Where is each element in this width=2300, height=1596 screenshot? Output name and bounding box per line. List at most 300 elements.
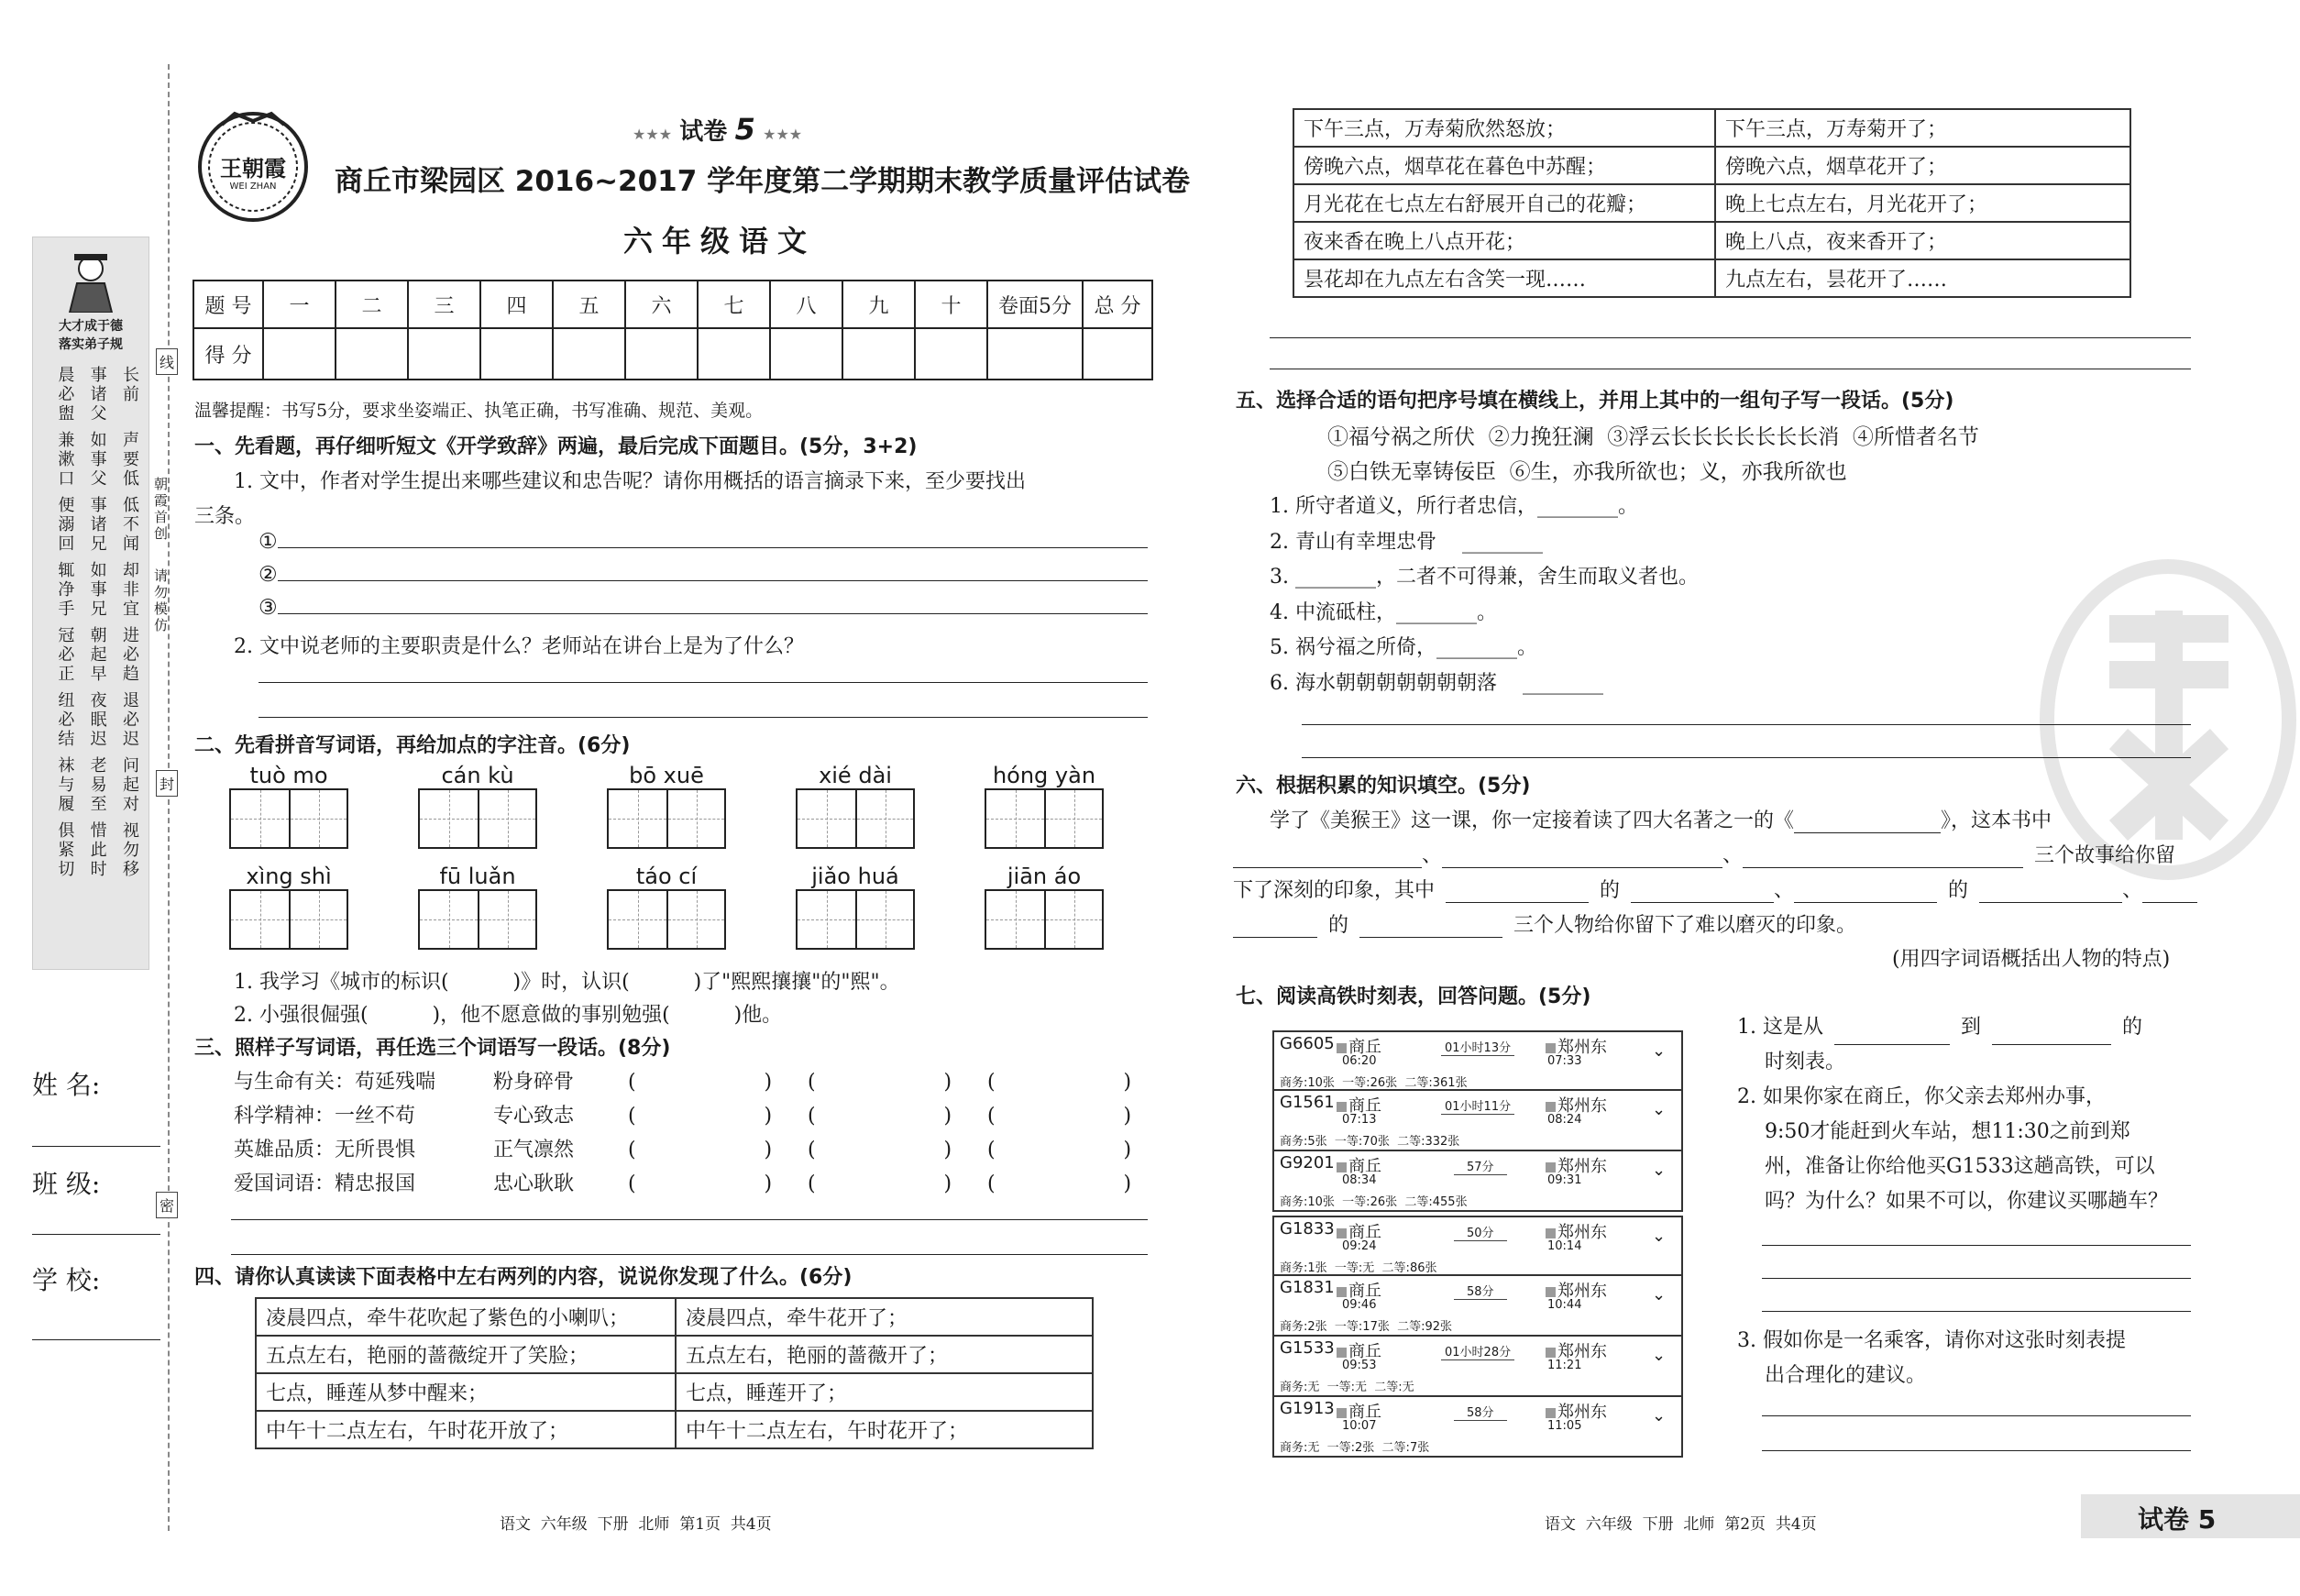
exam-title: 商丘市梁园区 2016~2017 学年度第二学期期末教学质量评估试卷 bbox=[335, 165, 1191, 198]
blank-name-2[interactable] bbox=[1979, 881, 2122, 903]
table-row bbox=[256, 1373, 1093, 1411]
train-row[interactable] bbox=[1272, 1030, 1683, 1091]
train-arr: 11:05 bbox=[1547, 1419, 1582, 1433]
motto-col: 辄净手 bbox=[55, 561, 75, 619]
q4-title: 四、请你认真读读下面表格中左右两列的内容，说说你发现了什么。(6分) bbox=[194, 1266, 853, 1289]
blank-from[interactable] bbox=[1834, 1021, 1950, 1045]
pinyin: jiān áo bbox=[1007, 864, 1082, 889]
table-cell: 月光花在七点左右舒展开自己的花瓣； bbox=[1293, 184, 1715, 222]
blank-name-3[interactable] bbox=[1359, 916, 1502, 938]
station-from: 商丘 bbox=[1348, 1342, 1381, 1361]
chevron-down-icon[interactable]: ⌄ bbox=[1652, 1100, 1667, 1119]
answer-line[interactable] bbox=[231, 1219, 1148, 1220]
blank-trait-1[interactable] bbox=[1446, 881, 1589, 903]
station-from: 商丘 bbox=[1348, 1223, 1381, 1242]
train-arr: 10:44 bbox=[1547, 1298, 1582, 1312]
table-row bbox=[1293, 222, 2130, 259]
badge-number: 5 bbox=[734, 112, 755, 147]
pinyin-item bbox=[985, 864, 1104, 950]
table-cell: 中午十二点左右，午时花开放了； bbox=[256, 1411, 676, 1448]
table-cell: 五点左右，艳丽的蔷薇开了； bbox=[676, 1336, 1093, 1373]
motto-col: 事诸父 bbox=[87, 366, 107, 424]
score-cell[interactable] bbox=[480, 328, 553, 380]
train-code: G9201 bbox=[1280, 1153, 1335, 1172]
start-icon bbox=[1337, 1162, 1347, 1172]
answer-line[interactable] bbox=[231, 1254, 1148, 1255]
score-cell[interactable] bbox=[553, 328, 625, 380]
writing-grid[interactable] bbox=[418, 788, 537, 849]
train-row[interactable] bbox=[1272, 1216, 1683, 1276]
q5-items bbox=[1270, 490, 1699, 701]
pinyin: xié dài bbox=[819, 763, 892, 788]
train-seats: 商务:10张 一等:26张 二等:361张 bbox=[1280, 1076, 1468, 1090]
writing-grid[interactable] bbox=[796, 788, 915, 849]
table-row bbox=[256, 1411, 1093, 1448]
table-row bbox=[256, 1298, 1093, 1336]
seal-mark-2: 封 bbox=[156, 770, 178, 797]
q3-blank[interactable]: ( ) bbox=[808, 1139, 952, 1161]
train-dep: 06:20 bbox=[1342, 1054, 1377, 1068]
station-to: 郑州东 bbox=[1557, 1038, 1607, 1057]
q3-blank[interactable]: ( ) bbox=[628, 1071, 773, 1094]
badge-label: 试卷 bbox=[679, 118, 728, 146]
score-cell[interactable] bbox=[915, 328, 987, 380]
q3-blank[interactable]: ( ) bbox=[987, 1071, 1132, 1094]
table-cell: 夜来香在晚上八点开花； bbox=[1293, 222, 1715, 259]
station-to: 郑州东 bbox=[1557, 1157, 1607, 1176]
pinyin: táo cí bbox=[635, 864, 698, 889]
q3-blank[interactable]: ( ) bbox=[987, 1105, 1132, 1128]
table-row bbox=[1293, 147, 2130, 184]
q2-sentence-2: 2. 小强很倔强( )，他不愿意做的事别勉强( )他。 bbox=[234, 1004, 783, 1027]
q5-item[interactable]: 1. 所守者道义，所行者忠信，________。 bbox=[1270, 495, 1638, 518]
q6-text: 三个人物给你留下了难以磨灭的印象。 bbox=[1513, 914, 1857, 937]
score-head-cell: 五 bbox=[553, 281, 625, 328]
q3-blank[interactable]: ( ) bbox=[987, 1139, 1132, 1161]
school-field bbox=[32, 1260, 160, 1340]
flower-table-continued bbox=[1293, 108, 2131, 298]
q7-text: 3. 假如你是一名乘客，请你对这张时刻表提 bbox=[1737, 1329, 2126, 1352]
table-cell: 五点左右，艳丽的蔷薇绽开了笑脸； bbox=[256, 1336, 676, 1373]
answer-line[interactable] bbox=[1762, 1415, 2191, 1416]
q3-category: 爱国词语：精忠报国 bbox=[234, 1172, 416, 1195]
q3-blank[interactable]: ( ) bbox=[808, 1105, 952, 1128]
name-field bbox=[32, 1065, 160, 1147]
score-cell[interactable] bbox=[625, 328, 698, 380]
class-input-line[interactable] bbox=[32, 1234, 160, 1235]
pinyin-row-1 bbox=[229, 763, 1146, 849]
table-cell: 傍晚六点，烟草花开了； bbox=[1715, 147, 2130, 184]
score-cell[interactable] bbox=[336, 328, 408, 380]
answer-line[interactable] bbox=[259, 682, 1148, 683]
station-from: 商丘 bbox=[1348, 1157, 1381, 1176]
train-row[interactable] bbox=[1272, 1151, 1683, 1212]
train-arr: 07:33 bbox=[1547, 1054, 1582, 1068]
start-icon bbox=[1337, 1043, 1347, 1053]
q7-text: 1. 这是从 bbox=[1737, 1016, 1823, 1039]
score-head-cell: 题 号 bbox=[193, 281, 263, 328]
answer-line[interactable] bbox=[1302, 724, 2191, 725]
motto-columns bbox=[33, 366, 149, 879]
answer-line[interactable] bbox=[278, 596, 1148, 614]
q6-line-4 bbox=[1233, 909, 1856, 938]
blank-trait-2[interactable] bbox=[1794, 881, 1937, 903]
q5-options-2: ⑤白铁无辜铸佞臣 ⑥生，亦我所欲也；义，亦我所欲也 bbox=[1327, 460, 1847, 484]
train-seats: 商务:10张 一等:26张 二等:455张 bbox=[1280, 1195, 1468, 1209]
answer-line[interactable] bbox=[1270, 337, 2191, 338]
motto-col: 俱紧切 bbox=[55, 821, 75, 879]
q1-part1-text-a: 1. 文中，作者对学生提出来哪些建议和忠告呢？请你用概括的语言摘录下来，至少要找出 bbox=[234, 470, 1026, 493]
q3-category: 英雄品质：无所畏惧 bbox=[234, 1139, 416, 1161]
chevron-down-icon[interactable]: ⌄ bbox=[1652, 1161, 1667, 1180]
motto-col: 长前 bbox=[119, 366, 139, 404]
q6-text: 三个故事给你留 bbox=[2034, 844, 2176, 867]
score-head-cell: 十 bbox=[915, 281, 987, 328]
station-from: 商丘 bbox=[1348, 1282, 1381, 1301]
q3-row bbox=[234, 1133, 1150, 1167]
q5-options-1: ①福兮祸之所伏 ②力挽狂澜 ③浮云长长长长长长长消 ④所惜者名节 bbox=[1327, 425, 1979, 449]
paper-badge bbox=[633, 112, 802, 147]
pinyin: jiǎo huá bbox=[811, 864, 899, 889]
writing-grid[interactable] bbox=[229, 788, 348, 849]
scholar-illustration bbox=[59, 248, 123, 313]
score-cell[interactable] bbox=[698, 328, 770, 380]
footer-badge-bar bbox=[2081, 1494, 2300, 1538]
answer-mark: ② bbox=[259, 563, 278, 587]
q2-sentence-1: 1. 我学习《城市的标识( )》时，认识( )了"熙熙攘攘"的"熙"。 bbox=[234, 971, 900, 994]
end-icon bbox=[1546, 1162, 1556, 1172]
q7-text: 9:50才能赶到火车站，想11:30之前到郑 bbox=[1765, 1120, 2130, 1143]
train-duration: 01小时11分 bbox=[1441, 1096, 1514, 1115]
q7-title: 七、阅读高铁时刻表，回答问题。(5分) bbox=[1236, 985, 1591, 1008]
q5-item[interactable]: 6. 海水朝朝朝朝朝朝朝落 ________ bbox=[1270, 671, 1603, 695]
q3-row bbox=[234, 1065, 1150, 1099]
blank-to[interactable] bbox=[1992, 1021, 2111, 1045]
pinyin: tuò mo bbox=[249, 763, 328, 788]
pinyin-item bbox=[418, 763, 537, 849]
q1-answer-3 bbox=[259, 596, 1148, 620]
motto-col: 朝起早 bbox=[87, 626, 107, 684]
blank-trait-3[interactable] bbox=[2142, 881, 2197, 903]
vertical-note-2: 请勿模仿 bbox=[152, 568, 169, 634]
q5-item[interactable]: 2. 青山有幸埋忠骨 ________ bbox=[1270, 530, 1543, 554]
start-icon bbox=[1337, 1102, 1347, 1112]
table-cell: 九点左右，昙花开了…… bbox=[1715, 259, 2130, 297]
school-label: 学 校: bbox=[32, 1265, 101, 1295]
motto-col: 便溺回 bbox=[55, 496, 75, 554]
station-to: 郑州东 bbox=[1557, 1342, 1607, 1361]
q6-line-2: 、 、 三个故事给你留 bbox=[1233, 840, 2175, 868]
school-input-line[interactable] bbox=[32, 1339, 160, 1340]
writing-grid[interactable] bbox=[607, 788, 726, 849]
train-row[interactable] bbox=[1272, 1091, 1683, 1151]
train-duration: 58分 bbox=[1454, 1403, 1507, 1421]
pinyin-item bbox=[418, 864, 537, 950]
q3-rows bbox=[234, 1065, 1150, 1201]
pinyin: hóng yàn bbox=[992, 763, 1096, 788]
table-row bbox=[256, 1336, 1093, 1373]
q3-category: 与生命有关：苟延残喘 bbox=[234, 1071, 436, 1094]
blank-story-3[interactable] bbox=[1743, 846, 2023, 868]
watermark-emblem bbox=[2040, 559, 2296, 880]
q3-blank[interactable]: ( ) bbox=[628, 1172, 773, 1195]
q3-example: 专心致志 bbox=[493, 1105, 575, 1128]
q7-text: 的 bbox=[2122, 1016, 2143, 1039]
writing-grid[interactable] bbox=[796, 889, 915, 950]
answer-line[interactable] bbox=[1762, 1450, 2191, 1451]
train-seats: 商务:5张 一等:70张 二等:332张 bbox=[1280, 1135, 1460, 1149]
motto-col: 冠必正 bbox=[55, 626, 75, 684]
table-cell: 下午三点，万寿菊欣然怒放； bbox=[1293, 109, 1715, 147]
train-dep: 09:53 bbox=[1342, 1359, 1377, 1372]
table-cell: 下午三点，万寿菊开了； bbox=[1715, 109, 2130, 147]
motto-col: 事诸兄 bbox=[87, 496, 107, 554]
logo-text: 王朝霞 bbox=[220, 156, 286, 182]
q3-row bbox=[234, 1167, 1150, 1201]
pinyin: bō xuē bbox=[629, 763, 704, 788]
footer-right: 语文 六年级 下册 北师 第2页 共4页 bbox=[1545, 1515, 1817, 1534]
vertical-note-1: 朝霞首创 bbox=[152, 477, 169, 543]
q1-part1-text-b: 三条。 bbox=[194, 505, 256, 528]
score-cell[interactable] bbox=[263, 328, 336, 380]
q6-text: 的 bbox=[1328, 914, 1349, 937]
motto-col: 声要低 bbox=[119, 431, 139, 489]
train-dep: 10:07 bbox=[1342, 1419, 1377, 1433]
footer-left: 语文 六年级 下册 北师 第1页 共4页 bbox=[500, 1515, 772, 1534]
table-cell: 七点，睡莲从梦中醒来； bbox=[256, 1373, 676, 1411]
start-icon bbox=[1337, 1348, 1347, 1358]
badge-stars-left: ★★★ bbox=[633, 126, 673, 143]
score-input-row bbox=[193, 328, 1152, 380]
train-code: G1913 bbox=[1280, 1399, 1335, 1418]
station-from: 商丘 bbox=[1348, 1038, 1381, 1057]
table-row bbox=[1293, 109, 2130, 147]
chevron-down-icon[interactable]: ⌄ bbox=[1652, 1346, 1667, 1365]
score-head-cell: 总 分 bbox=[1083, 281, 1152, 328]
q3-blank[interactable]: ( ) bbox=[808, 1071, 952, 1094]
q6-text: 学了《美猴王》这一课，你一定接着读了四大名著之一的《 bbox=[1270, 809, 1795, 832]
score-cell[interactable] bbox=[770, 328, 842, 380]
train-seats: 商务:无 一等:无 二等:无 bbox=[1280, 1381, 1414, 1394]
q6-text: 下了深刻的印象，其中 bbox=[1233, 879, 1436, 902]
motto-col: 进必趋 bbox=[119, 626, 139, 684]
table-cell: 傍晚六点，烟草花在暮色中苏醒； bbox=[1293, 147, 1715, 184]
train-dep: 08:34 bbox=[1342, 1173, 1377, 1187]
train-arr: 11:21 bbox=[1547, 1359, 1582, 1372]
footer-badge: 试卷 5 bbox=[2138, 1504, 2217, 1535]
class-field bbox=[32, 1164, 160, 1235]
q6-line-3: 下了深刻的印象，其中 的 、 的 、 bbox=[1233, 875, 2197, 903]
table-cell: 凌晨四点，牵牛花开了； bbox=[676, 1298, 1093, 1336]
motto-col: 夜眠迟 bbox=[87, 691, 107, 749]
train-seats: 商务:1张 一等:无 二等:86张 bbox=[1280, 1261, 1437, 1275]
train-arr: 10:14 bbox=[1547, 1239, 1582, 1253]
logo-sub: WEI ZHAN bbox=[229, 182, 277, 192]
pinyin-item bbox=[607, 864, 726, 950]
train-code: G1833 bbox=[1280, 1219, 1335, 1238]
subject-title: 六年级语文 bbox=[623, 224, 817, 259]
table-cell: 昙花却在九点左右含笑一现…… bbox=[1293, 259, 1715, 297]
motto-col: 惜此时 bbox=[87, 821, 107, 879]
train-dep: 07:13 bbox=[1342, 1113, 1377, 1127]
score-head-cell: 八 bbox=[770, 281, 842, 328]
start-icon bbox=[1337, 1287, 1347, 1297]
q7-q3 bbox=[1737, 1324, 2195, 1393]
name-label: 姓 名: bbox=[32, 1070, 101, 1100]
q3-example: 正气凛然 bbox=[493, 1139, 575, 1161]
q1-answer-1 bbox=[259, 530, 1148, 554]
station-to: 郑州东 bbox=[1557, 1403, 1607, 1422]
answer-line[interactable] bbox=[259, 717, 1148, 718]
motto-col: 纽必结 bbox=[55, 691, 75, 749]
end-icon bbox=[1546, 1348, 1556, 1358]
q6-line-1 bbox=[1270, 805, 2052, 833]
answer-line[interactable] bbox=[1302, 757, 2191, 758]
train-row[interactable] bbox=[1272, 1276, 1683, 1337]
q5-item[interactable]: 5. 祸兮福之所倚，________。 bbox=[1270, 636, 1537, 659]
q3-blank[interactable]: ( ) bbox=[628, 1139, 773, 1161]
publisher-logo bbox=[194, 108, 312, 226]
station-from: 商丘 bbox=[1348, 1403, 1381, 1422]
q3-blank[interactable]: ( ) bbox=[628, 1105, 773, 1128]
train-duration: 57分 bbox=[1454, 1157, 1507, 1175]
blank-story-2[interactable] bbox=[1442, 846, 1722, 868]
q3-example: 忠心耿耿 bbox=[493, 1172, 575, 1195]
chevron-down-icon[interactable]: ⌄ bbox=[1652, 1227, 1667, 1246]
pinyin-item bbox=[229, 864, 348, 950]
q7-text: 出合理化的建议。 bbox=[1765, 1364, 1927, 1387]
q2-title: 二、先看拼音写词语，再给加点的字注音。(6分) bbox=[194, 734, 631, 757]
table-cell: 晚上八点，夜来香开了； bbox=[1715, 222, 2130, 259]
q6-note: (用四字词语概括出人物的特点) bbox=[1892, 948, 2171, 971]
table-row bbox=[1293, 184, 2130, 222]
score-head-cell: 三 bbox=[408, 281, 480, 328]
table-cell: 晚上七点左右，月光花开了； bbox=[1715, 184, 2130, 222]
writing-grid[interactable] bbox=[985, 889, 1104, 950]
answer-line[interactable] bbox=[1762, 1278, 2191, 1279]
end-icon bbox=[1546, 1043, 1556, 1053]
seal-mark-3: 密 bbox=[156, 1192, 178, 1218]
score-cell[interactable] bbox=[987, 328, 1083, 380]
writing-grid[interactable] bbox=[418, 889, 537, 950]
score-head-cell: 二 bbox=[336, 281, 408, 328]
motto-col: 如事兄 bbox=[87, 561, 107, 619]
q3-row bbox=[234, 1099, 1150, 1133]
badge-stars-right: ★★★ bbox=[763, 126, 803, 143]
score-cell[interactable] bbox=[1083, 328, 1152, 380]
motto-col: 晨必盥 bbox=[55, 366, 75, 424]
table-cell: 凌晨四点，牵牛花吹起了紫色的小喇叭； bbox=[256, 1298, 676, 1336]
end-icon bbox=[1546, 1228, 1556, 1238]
pinyin-row-2 bbox=[229, 864, 1146, 950]
pinyin-item bbox=[796, 763, 915, 849]
blank-trait-3b[interactable] bbox=[1233, 916, 1317, 938]
train-arr: 08:24 bbox=[1547, 1113, 1582, 1127]
table-cell: 中午十二点左右，午时花开了； bbox=[676, 1411, 1093, 1448]
answer-line[interactable] bbox=[1762, 1245, 2191, 1246]
motto-col: 老易至 bbox=[87, 756, 107, 814]
q7-q1-line bbox=[1737, 1010, 2195, 1045]
q6-text: 》，这本书中 bbox=[1941, 809, 2052, 832]
train-dep: 09:24 bbox=[1342, 1239, 1377, 1253]
q3-blank[interactable]: ( ) bbox=[987, 1172, 1132, 1195]
writing-grid[interactable] bbox=[985, 788, 1104, 849]
q1-title: 一、先看题，再仔细听短文《开学致辞》两遍，最后完成下面题目。(5分，3+2) bbox=[194, 435, 918, 458]
q3-category: 科学精神：一丝不苟 bbox=[234, 1105, 416, 1128]
train-duration: 50分 bbox=[1454, 1223, 1507, 1241]
q6-title: 六、根据积累的知识填空。(5分) bbox=[1236, 775, 1531, 798]
table-row bbox=[1293, 259, 2130, 297]
train-timetable bbox=[1272, 1030, 1683, 1458]
train-arr: 09:31 bbox=[1547, 1173, 1582, 1187]
answer-line[interactable] bbox=[278, 530, 1148, 548]
flower-table bbox=[255, 1297, 1094, 1449]
answer-mark: ① bbox=[259, 530, 278, 554]
writing-grid[interactable] bbox=[229, 889, 348, 950]
pinyin-item bbox=[229, 763, 348, 849]
q7-text: 州，准备让你给他买G1533这趟高铁，可以 bbox=[1765, 1155, 2155, 1178]
name-input-line[interactable] bbox=[32, 1146, 160, 1147]
train-duration: 01小时13分 bbox=[1441, 1038, 1514, 1056]
chevron-down-icon[interactable]: ⌄ bbox=[1652, 1041, 1667, 1061]
train-seats: 商务:无 一等:2张 二等:7张 bbox=[1280, 1441, 1430, 1455]
binding-dotted-line bbox=[168, 64, 170, 1531]
q7-questions bbox=[1737, 1010, 2195, 1219]
pinyin-item bbox=[796, 864, 915, 950]
q6-text: 的 bbox=[1600, 879, 1621, 902]
score-table bbox=[193, 280, 1153, 380]
motto-bottom: 落实弟子规 bbox=[59, 337, 123, 352]
train-row[interactable] bbox=[1272, 1337, 1683, 1397]
q1-part2-text: 2. 文中说老师的主要职责是什么？老师站在讲台上是为了什么？ bbox=[234, 635, 804, 658]
pinyin: xìng shì bbox=[246, 864, 332, 889]
q5-title: 五、选择合适的语句把序号填在横线上，并用上其中的一组句子写一段话。(5分) bbox=[1236, 390, 1954, 413]
train-seats: 商务:2张 一等:17张 二等:92张 bbox=[1280, 1320, 1453, 1334]
writing-grid[interactable] bbox=[607, 889, 726, 950]
q3-title: 三、照样子写词语，再任选三个词语写一段话。(8分) bbox=[194, 1037, 671, 1060]
q5-item[interactable]: 3. ________，二者不可得兼，舍生而取义者也。 bbox=[1270, 566, 1699, 589]
answer-line[interactable] bbox=[278, 563, 1148, 581]
answer-line[interactable] bbox=[1762, 1311, 2191, 1312]
q3-blank[interactable]: ( ) bbox=[808, 1172, 952, 1195]
chevron-down-icon[interactable]: ⌄ bbox=[1652, 1285, 1667, 1304]
end-icon bbox=[1546, 1287, 1556, 1297]
train-row[interactable] bbox=[1272, 1397, 1683, 1458]
motto-col: 如事父 bbox=[87, 431, 107, 489]
score-head-cell: 七 bbox=[698, 281, 770, 328]
score-cell[interactable] bbox=[842, 328, 915, 380]
blank-story-1[interactable] bbox=[1233, 846, 1422, 868]
station-to: 郑州东 bbox=[1557, 1223, 1607, 1242]
q7-text: 2. 如果你家在商丘，你父亲去郑州办事， bbox=[1737, 1085, 2106, 1108]
chevron-down-icon[interactable]: ⌄ bbox=[1652, 1406, 1667, 1425]
sidebar-motto-panel bbox=[32, 237, 149, 970]
class-label: 班 级: bbox=[32, 1169, 101, 1199]
score-head-cell: 四 bbox=[480, 281, 553, 328]
pinyin: fū luǎn bbox=[439, 864, 516, 889]
q7-text: 吗？为什么？如果不可以，你建议买哪趟车？ bbox=[1765, 1190, 2169, 1213]
q1-answer-2 bbox=[259, 563, 1148, 587]
pinyin-item bbox=[985, 763, 1104, 849]
score-cell[interactable] bbox=[408, 328, 480, 380]
score-head-cell: 六 bbox=[625, 281, 698, 328]
blank-name-1[interactable] bbox=[1631, 881, 1774, 903]
train-code: G1561 bbox=[1280, 1093, 1335, 1112]
blank-book-name[interactable] bbox=[1794, 811, 1941, 833]
q5-item[interactable]: 4. 中流砥柱，________。 bbox=[1270, 600, 1497, 624]
motto-col: 袜与履 bbox=[55, 756, 75, 814]
train-code: G6605 bbox=[1280, 1034, 1335, 1053]
